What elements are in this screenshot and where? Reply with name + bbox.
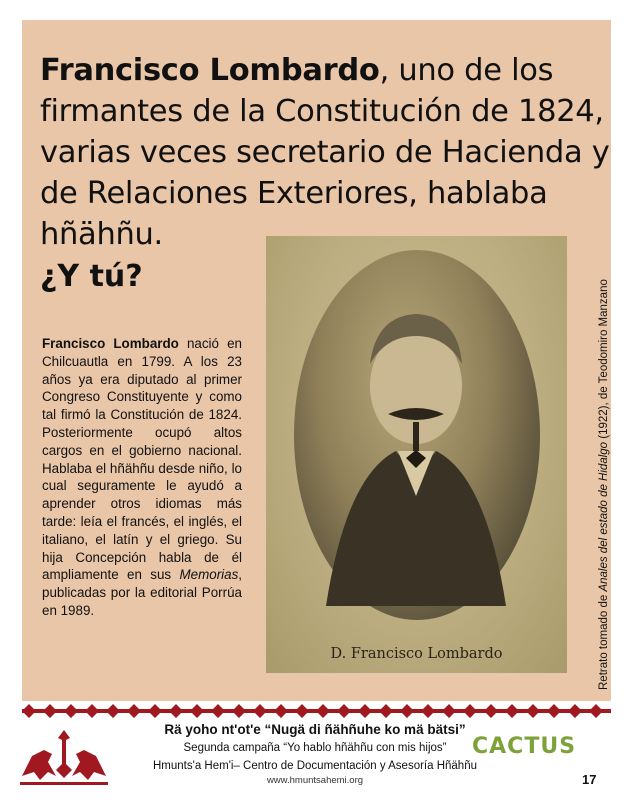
headline-question: ¿Y tú? [40,259,143,294]
headline [40,50,610,255]
footer-campaign: Segunda campaña “Yo hablo hñähñu con mis hijos” [183,742,447,754]
portrait-photo [266,236,567,673]
biography-part-2: , publicadas por la editorial Porrúa en 1989. [42,567,242,618]
biography-name: Francisco Lombardo [42,336,179,351]
biography-part-1: nació en Chilcuautla en 1799. A los 23 años ya era diputado al primer Congreso Constituyente y como tal firmó la Constitución de 1824. Posteriormente ocupó altos cargos en el gobierno nacional. Hablaba el hñähñu desde niño, lo cual seguramente le ayudó a aprender otros idiomas más tarde: leía el francés, el inglés, el italiano, el latín y el griego. Su hija Concepción habla de él ampliamente en sus [42,336,242,583]
biography-italic: Memorias [179,567,239,583]
headline-text: , uno de los firmantes de la Constitución de 1824, varias veces secretario de Hacienda y de Relaciones Exteriores, hablaba hñähñu. [40,53,610,252]
footer-title: Rä yoho nt'ot'e “Nugä di ñähñuhe ko mä bätsi” [164,722,466,737]
footer-url[interactable]: www.hmuntsahemi.org [266,775,364,786]
credit-italic: Anales del estado de Hidalgo [598,441,610,592]
decorative-border [22,704,611,718]
cactus-logo: CACTUS [472,734,577,759]
page-number: 17 [582,772,597,787]
photo-credit [598,279,610,690]
credit-prefix: Retrato tomado de [598,591,610,690]
portrait-figure [266,236,567,673]
biography-text [42,335,242,620]
portrait-caption: D. Francisco Lombardo [330,646,503,662]
headline-name: Francisco Lombardo [40,53,380,88]
footer-organization: Hmunts'a Hem'i– Centro de Documentación y Asesoría Hñähñu [153,760,477,772]
credit-suffix: (1922), de Teodomiro Manzano [598,279,610,442]
